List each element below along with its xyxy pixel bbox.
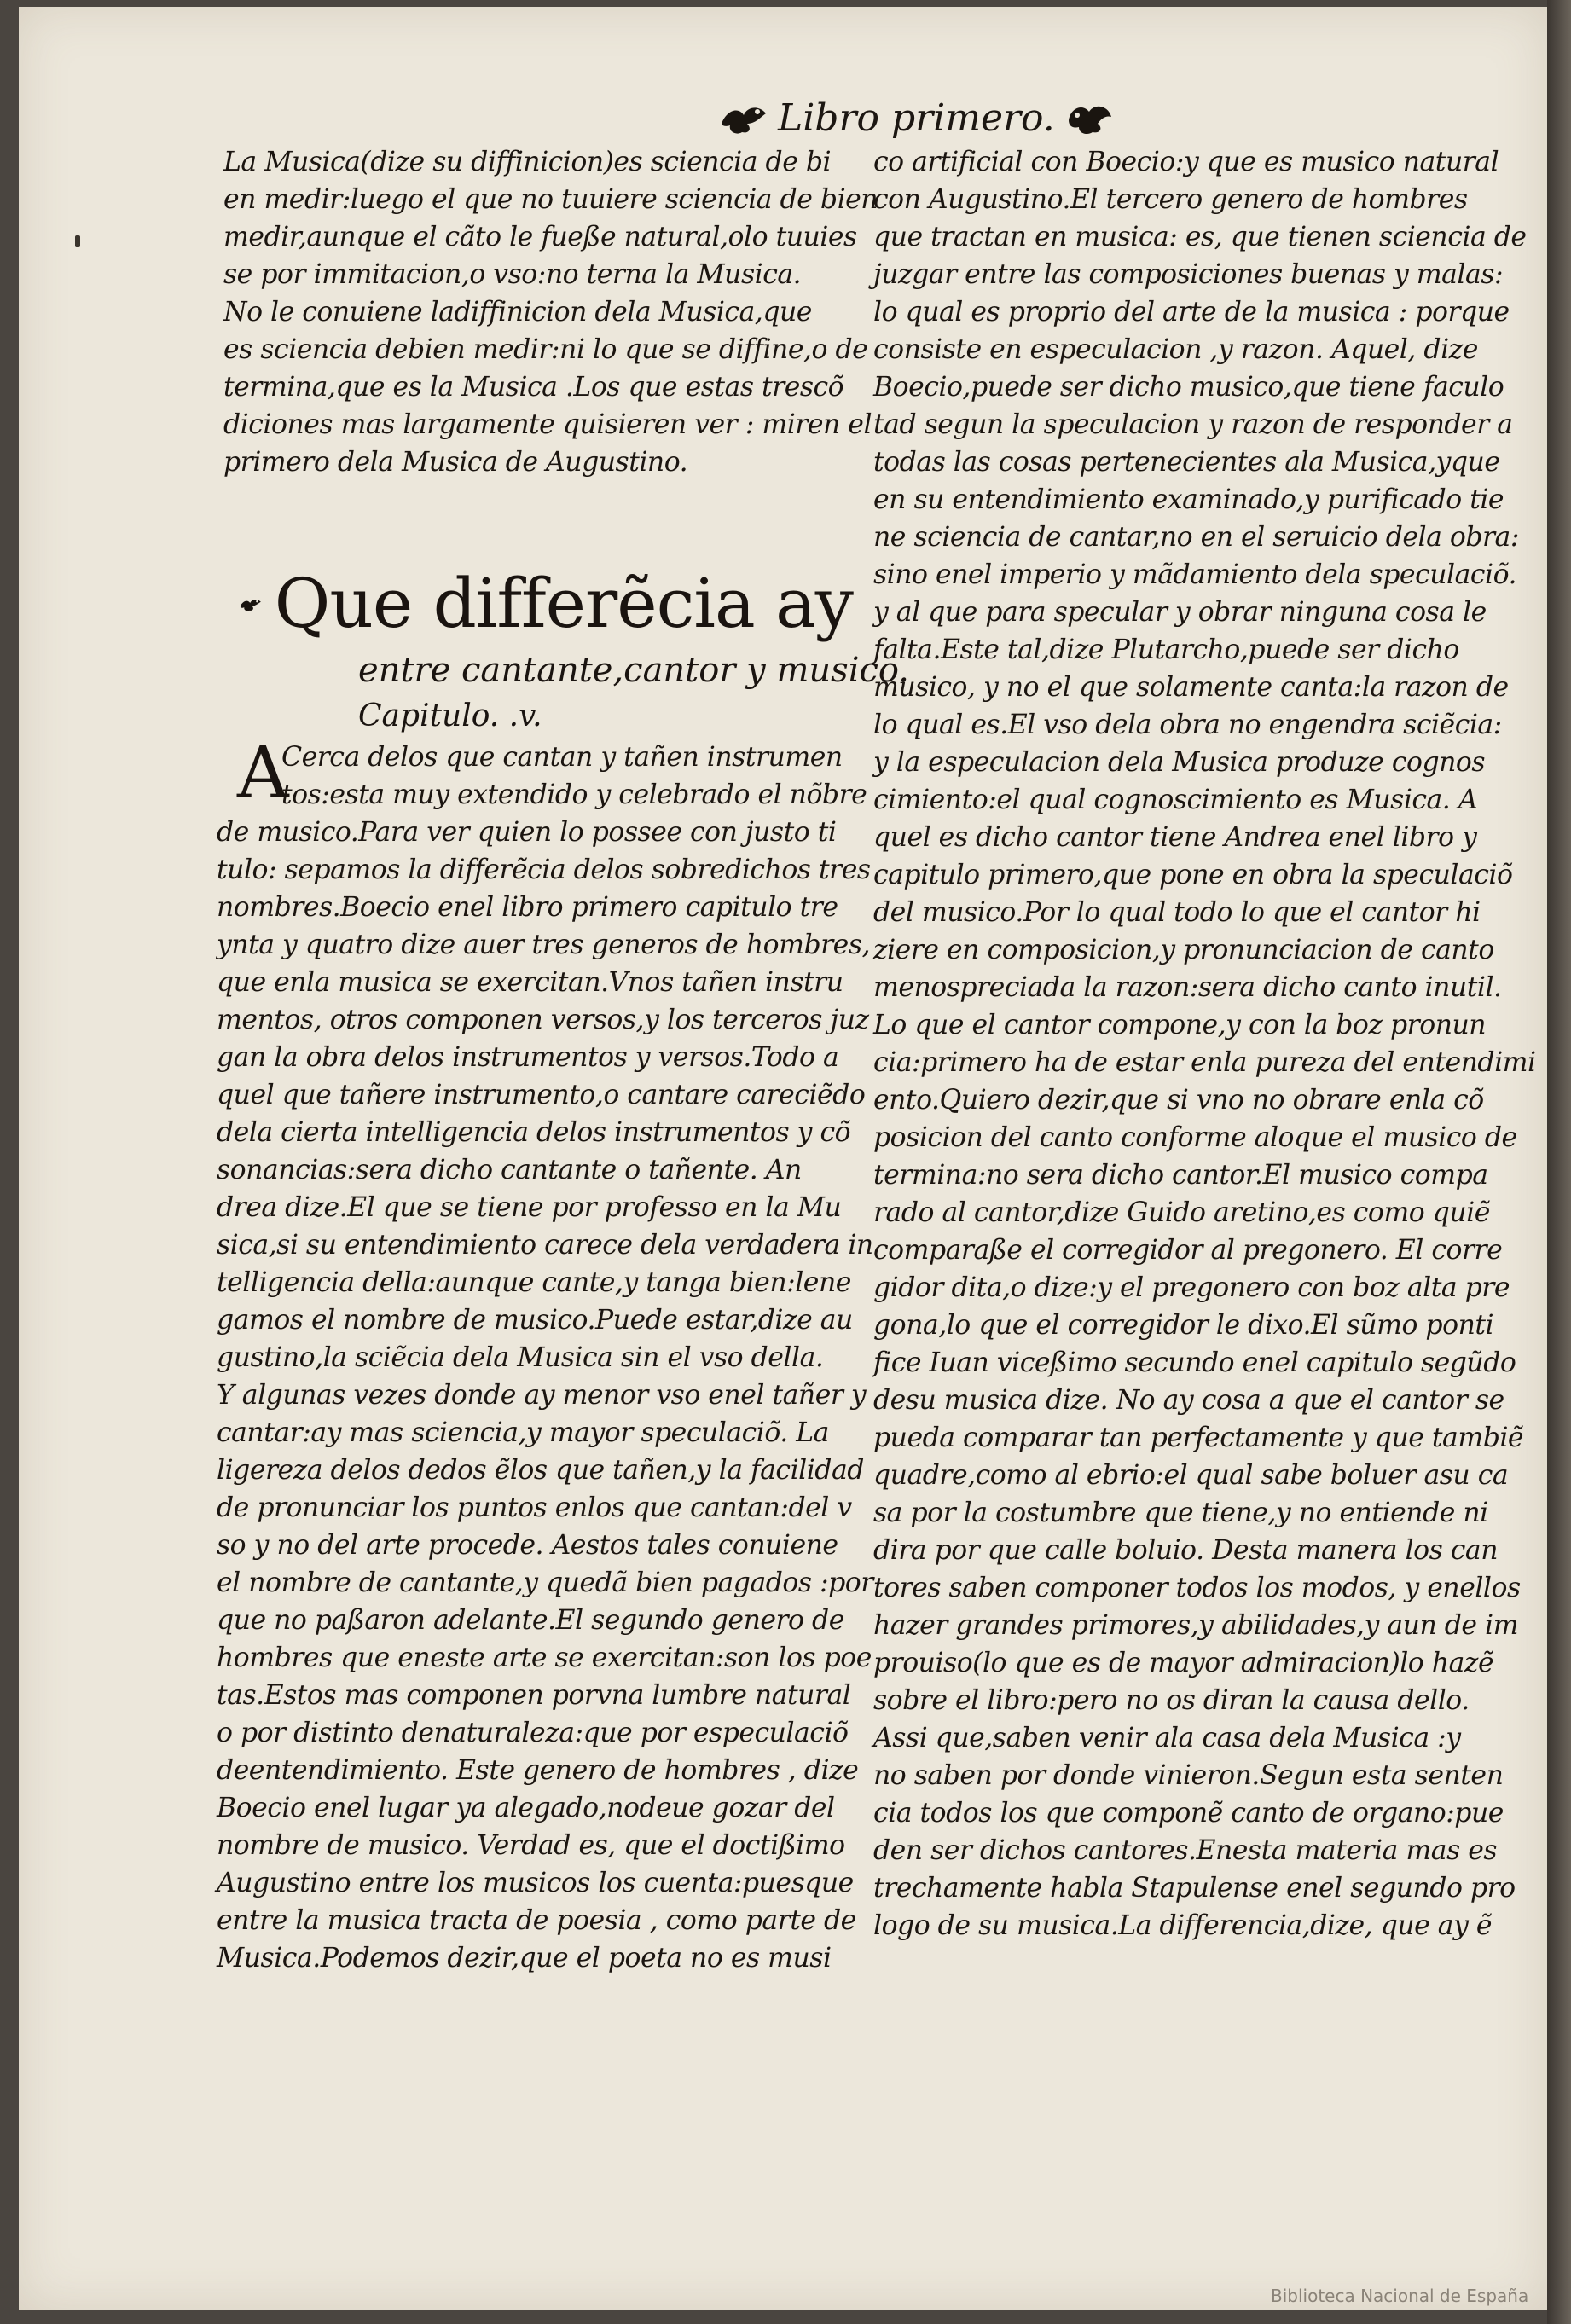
text-line: ynta y quatro dize auer tres generos de hombres, bbox=[217, 930, 870, 960]
text-line: cantar:ay mas sciencia,y mayor speculaciõ. La bbox=[217, 1417, 829, 1448]
text-line: Cerca delos que cantan y tañen instrumen bbox=[281, 742, 843, 773]
text-line: pueda comparar tan perfectamente y que tambiẽ bbox=[873, 1423, 1524, 1453]
text-line: so y no del arte procede. Aestos tales conuiene bbox=[217, 1530, 838, 1561]
running-header bbox=[718, 92, 1115, 143]
text-line: que enla musica se exercitan.Vnos tañen instru bbox=[217, 967, 843, 998]
text-line: gona,lo que el corregidor le dixo.El sũmo ponti bbox=[873, 1310, 1494, 1341]
text-line: hombres que eneste arte se exercitan:son los poe bbox=[217, 1643, 872, 1673]
text-line: gustino,la sciẽcia dela Musica sin el vso della. bbox=[217, 1342, 824, 1373]
library-watermark: Biblioteca Nacional de España bbox=[1271, 2286, 1529, 2306]
text-line: termina,que es la Musica .Los que estas trescõ bbox=[223, 372, 844, 403]
text-line: en medir:luego el que no tuuiere sciencia de bien bbox=[223, 184, 878, 215]
text-line: sino enel imperio y mãdamiento dela speculaciõ. bbox=[873, 559, 1517, 590]
text-line: nombres.Boecio enel libro primero capitulo tre bbox=[217, 892, 838, 923]
text-line: ligereza delos dedos ẽlos que tañen,y la facilidad bbox=[217, 1455, 864, 1486]
text-line: todas las cosas pertenecientes ala Musica,yque bbox=[873, 447, 1500, 478]
text-line: Musica.Podemos dezir,que el poeta no es musi bbox=[217, 1943, 832, 1973]
text-line: deentendimiento. Este genero de hombres , dize bbox=[217, 1755, 859, 1786]
text-line: sa por la costumbre que tiene,y no entiende ni bbox=[873, 1498, 1488, 1528]
chapter-heading bbox=[239, 561, 909, 739]
text-line: ziere en composicion,y pronunciacion de canto bbox=[873, 935, 1494, 965]
text-line: medir,aunque el cãto le fueße natural,olo tuuies bbox=[223, 222, 857, 252]
text-line: capitulo primero,que pone en obra la speculaciõ bbox=[873, 860, 1513, 890]
text-line: drea dize.El que se tiene por professo en la Mu bbox=[217, 1192, 842, 1223]
text-line: Augustino entre los musicos los cuenta:puesque bbox=[217, 1868, 854, 1898]
text-line: mentos, otros componen versos,y los terceros juz bbox=[217, 1005, 869, 1035]
text-line: ne sciencia de cantar,no en el seruicio dela obra: bbox=[873, 522, 1519, 553]
text-line: juzgar entre las composiciones buenas y malas: bbox=[873, 259, 1504, 290]
text-line: gamos el nombre de musico.Puede estar,dize au bbox=[217, 1305, 853, 1336]
fleuron-left-icon bbox=[718, 98, 769, 137]
text-line: posicion del canto conforme aloque el musico de bbox=[873, 1122, 1517, 1153]
text-line: del musico.Por lo qual todo lo que el cantor hi bbox=[873, 897, 1481, 928]
text-line: cia todos los que componẽ canto de organo:pue bbox=[873, 1798, 1504, 1828]
text-line: y al que para specular y obrar ninguna cosa le bbox=[873, 597, 1487, 628]
drop-cap: A bbox=[237, 731, 289, 814]
text-line: quel que tañere instrumento,o cantare careciẽdo bbox=[217, 1080, 866, 1110]
text-line: que no paßaron adelante.El segundo genero de bbox=[217, 1605, 844, 1636]
chapter-number: Capitulo. .v. bbox=[358, 698, 542, 733]
text-line: quadre,como al ebrio:el qual sabe boluer asu ca bbox=[873, 1460, 1509, 1491]
text-line: cia:primero ha de estar enla pureza del entendimi bbox=[873, 1047, 1536, 1078]
text-line: Boecio,puede ser dicho musico,que tiene faculo bbox=[873, 372, 1504, 403]
text-line: fice Iuan viceßimo secundo enel capitulo segũdo bbox=[873, 1347, 1516, 1378]
text-line: logo de su musica.La differencia,dize, que ay ẽ bbox=[873, 1910, 1493, 1941]
text-line: rado al cantor,dize Guido aretino,es como quiẽ bbox=[873, 1197, 1490, 1228]
text-line: sica,si su entendimiento carece dela verdadera in bbox=[217, 1230, 873, 1261]
text-line: telligencia della:aunque cante,y tanga bien:lene bbox=[217, 1267, 851, 1298]
text-line: prouiso(lo que es de mayor admiracion)lo hazẽ bbox=[873, 1648, 1494, 1678]
text-line: sonancias:sera dicho cantante o tañente. An bbox=[217, 1155, 802, 1185]
text-line: se por immitacion,o vso:no terna la Musica. bbox=[223, 259, 802, 290]
text-line: o por distinto denaturaleza:que por especulaciõ bbox=[217, 1718, 849, 1748]
text-line: de pronunciar los puntos enlos que cantan:del v bbox=[217, 1492, 852, 1523]
text-line: tad segun la speculacion y razon de responder a bbox=[873, 409, 1513, 440]
header-title: Libro primero. bbox=[778, 96, 1055, 140]
text-line: Y algunas vezes donde ay menor vso enel tañer y bbox=[217, 1380, 867, 1411]
text-line: tas.Estos mas componen porvna lumbre natural bbox=[217, 1680, 851, 1711]
text-line: tulo: sepamos la differẽcia delos sobredichos tres bbox=[217, 855, 871, 885]
text-line: falta.Este tal,dize Plutarcho,puede ser dicho bbox=[873, 635, 1459, 665]
text-line: menospreciada la razon:sera dicho canto inutil. bbox=[873, 972, 1502, 1003]
text-line: en su entendimiento examinado,y purificado tie bbox=[873, 484, 1504, 515]
text-line: hazer grandes primores,y abilidades,y aun de im bbox=[873, 1610, 1519, 1641]
scan-edge bbox=[1547, 0, 1571, 2324]
text-line: dira por que calle boluio. Desta manera los can bbox=[873, 1535, 1498, 1566]
text-line: gan la obra delos instrumentos y versos.Todo a bbox=[217, 1042, 839, 1073]
margin-ink-mark bbox=[75, 235, 80, 247]
text-line: tos:esta muy extendido y celebrado el nõbre bbox=[281, 779, 867, 810]
text-line: dela cierta intelligencia delos instrumentos y cõ bbox=[217, 1117, 851, 1148]
text-line: sobre el libro:pero no os diran la causa dello. bbox=[873, 1685, 1470, 1716]
text-line: quel es dicho cantor tiene Andrea enel libro y bbox=[873, 822, 1477, 853]
text-line: trechamente habla Stapulense enel segundo pro bbox=[873, 1873, 1516, 1904]
text-line: co artificial con Boecio:y que es musico natural bbox=[873, 147, 1499, 177]
left-column-body bbox=[217, 731, 873, 1977]
text-line: de musico.Para ver quien lo possee con justo ti bbox=[217, 817, 837, 848]
text-line: diciones mas largamente quisieren ver : miren el bbox=[223, 409, 872, 440]
text-line: y la especulacion dela Musica produze cognos bbox=[873, 747, 1486, 778]
text-line: no saben por donde vinieron.Segun esta senten bbox=[873, 1760, 1504, 1791]
text-line: nombre de musico. Verdad es, que el doctißimo bbox=[217, 1830, 845, 1861]
text-line: den ser dichos cantores.Enesta materia mas es bbox=[873, 1835, 1498, 1866]
text-line: lo qual es.El vso dela obra no engendra sciẽcia: bbox=[873, 710, 1502, 740]
text-line: Boecio enel lugar ya alegado,nodeue gozar del bbox=[217, 1793, 835, 1823]
text-line: termina:no sera dicho cantor.El musico compa bbox=[873, 1160, 1488, 1191]
text-line: ento.Quiero dezir,que si vno no obrare enla cõ bbox=[873, 1085, 1484, 1116]
text-line: Assi que,saben venir ala casa dela Musica :y bbox=[873, 1723, 1461, 1753]
left-column-top bbox=[223, 143, 878, 481]
text-line: desu musica dize. No ay cosa a que el cantor se bbox=[873, 1385, 1504, 1416]
text-line: gidor dita,o dize:y el pregonero con boz alta pre bbox=[873, 1272, 1510, 1303]
text-line: La Musica(dize su diffinicion)es sciencia de bi bbox=[223, 147, 832, 177]
text-line: primero dela Musica de Augustino. bbox=[223, 447, 688, 478]
text-line: consiste en especulacion ,y razon. Aquel, dize bbox=[873, 334, 1478, 365]
text-line: entre la musica tracta de poesia , como parte de bbox=[217, 1905, 856, 1936]
chapter-title: Que differẽcia ay bbox=[274, 564, 853, 643]
chapter-subtitle: entre cantante,cantor y musico. bbox=[358, 651, 909, 690]
text-line: lo qual es proprio del arte de la musica : porque bbox=[873, 297, 1510, 327]
fleuron-heading-icon bbox=[239, 577, 263, 630]
text-line: musico, y no el que solamente canta:la razon de bbox=[873, 672, 1509, 703]
text-line: comparaße el corregidor al pregonero. El corre bbox=[873, 1235, 1503, 1266]
book-page bbox=[19, 7, 1547, 2310]
text-line: con Augustino.El tercero genero de hombres bbox=[873, 184, 1468, 215]
text-line: el nombre de cantante,y quedã bien pagados :por bbox=[217, 1568, 873, 1598]
text-line: No le conuiene ladiffinicion dela Musica,que bbox=[223, 297, 812, 327]
right-column bbox=[873, 143, 1536, 1944]
text-line: tores saben componer todos los modos, y enellos bbox=[873, 1573, 1521, 1603]
text-line: cimiento:el qual cognoscimiento es Musica. A bbox=[873, 785, 1478, 815]
text-line: es sciencia debien medir:ni lo que se diffine,o de bbox=[223, 334, 868, 365]
fleuron-right-icon bbox=[1064, 98, 1115, 137]
text-line: Lo que el cantor compone,y con la boz pronun bbox=[873, 1010, 1487, 1040]
text-line: que tractan en musica: es, que tienen sciencia de bbox=[873, 222, 1527, 252]
